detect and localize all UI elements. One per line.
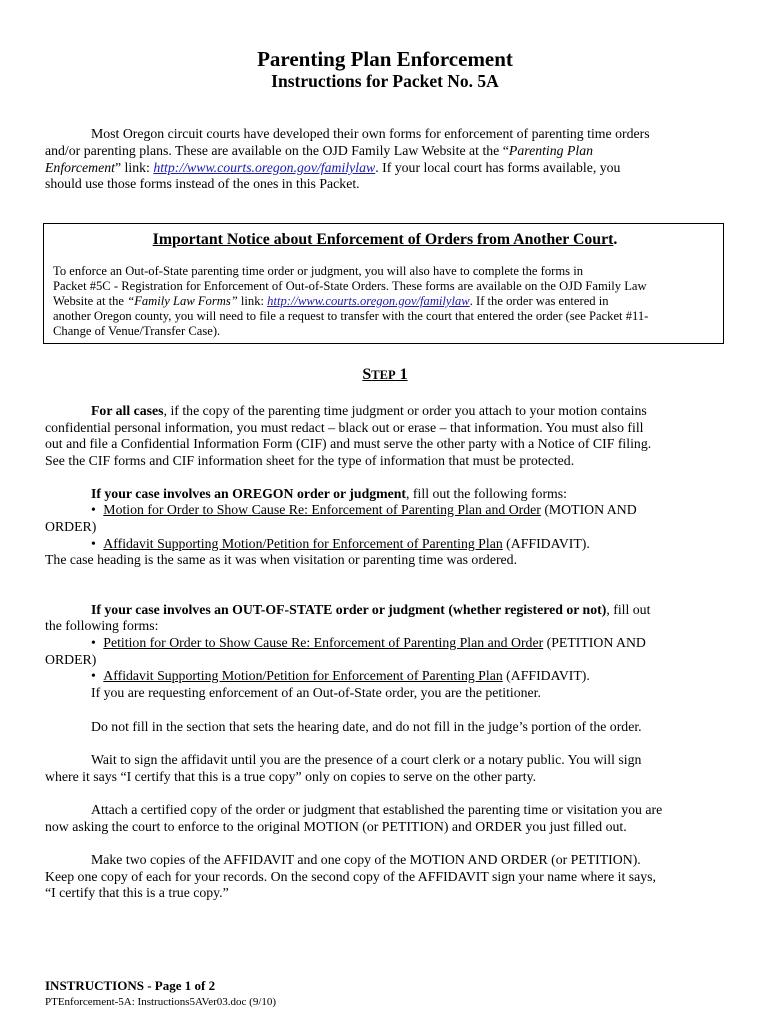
intro-line-4: should use those forms instead of the ones in this Packet. (45, 176, 360, 191)
bullet-icon: • (91, 635, 96, 650)
bullet-icon: • (91, 668, 96, 683)
affidavit-form-link[interactable]: Affidavit Supporting Motion/Petition for Enforcement of Parenting Plan (103, 536, 503, 551)
notice-line-2: Packet #5C - Registration for Enforcement of Out-of-State Orders. These forms are available on the OJD Family Law (53, 279, 647, 293)
notice-line-4: another Oregon county, you will need to file a request to transfer with the court that entered the order (see Packet #11- (53, 309, 649, 323)
oregon-bullet-1-wrap: ORDER) (45, 519, 97, 534)
notice-line-1: To enforce an Out-of-State parenting time order or judgment, you will also have to complete the forms in (53, 264, 584, 278)
hearing-paragraph: Do not fill in the section that sets the hearing date, and do not fill in the judge’s portion of the order. (91, 719, 642, 734)
intro-line-1: Most Oregon circuit courts have developed their own forms for enforcement of parenting time orders (91, 126, 650, 141)
oos-line-2: the following forms: (45, 618, 159, 633)
oos-intro: If your case involves an OUT-OF-STATE order or judgment (whether registered or not), fill out (91, 602, 651, 617)
oregon-bullet-1: • Motion for Order to Show Cause Re: Enforcement of Parenting Plan and Order (MOTION AND (91, 502, 637, 517)
page-subtitle: Instructions for Packet No. 5A (271, 71, 499, 91)
familylaw-link[interactable]: http://www.courts.oregon.gov/familylaw (153, 160, 376, 175)
oregon-bullet-2: • Affidavit Supporting Motion/Petition for Enforcement of Parenting Plan (AFFIDAVIT). (91, 536, 590, 551)
motion-form-link[interactable]: Motion for Order to Show Cause Re: Enforcement of Parenting Plan and Order (103, 502, 541, 517)
wait-line-2: where it says “I certify that this is a true copy” only on copies to serve on the other party. (45, 769, 537, 784)
oos-bullet-1-wrap: ORDER) (45, 652, 97, 667)
attach-line-1: Attach a certified copy of the order or judgment that established the parenting time or visitation you are (91, 802, 663, 817)
bullet-icon: • (91, 502, 96, 517)
copies-line-1: Make two copies of the AFFIDAVIT and one copy of the MOTION AND ORDER (or PETITION). (91, 852, 641, 867)
footer-page-label: INSTRUCTIONS - Page 1 of 2 (45, 978, 216, 993)
bullet-icon: • (91, 536, 96, 551)
page-title: Parenting Plan Enforcement (257, 47, 513, 71)
petition-form-link[interactable]: Petition for Order to Show Cause Re: Enforcement of Parenting Plan and Order (103, 635, 544, 650)
oos-bullet-2: • Affidavit Supporting Motion/Petition for Enforcement of Parenting Plan (AFFIDAVIT). (91, 668, 590, 683)
oregon-intro: If your case involves an OREGON order or judgment, fill out the following forms: (91, 486, 567, 501)
all-cases-line-3: out and file a Confidential Information Form (CIF) and must serve the other party with a Notice of CIF filing. (45, 436, 652, 451)
attach-line-2: now asking the court to enforce to the original MOTION (or PETITION) and ORDER you just filled out. (45, 819, 627, 834)
oos-bullet-1: • Petition for Order to Show Cause Re: Enforcement of Parenting Plan and Order (PETITION AND (91, 635, 646, 650)
all-cases-line-4: See the CIF forms and CIF information sheet for the type of information that must be protected. (45, 453, 575, 468)
copies-line-2: Keep one copy of each for your records. On the second copy of the AFFIDAVIT sign your name where it says, (45, 869, 656, 884)
footer-file-label: PTEnforcement-5A: Instructions5AVer03.doc (9/10) (45, 996, 277, 1008)
all-cases-line-2: confidential personal information, you must redact – black out or erase – that information. You must also fill (45, 420, 644, 435)
intro-line-3: Enforcement” link: http://www.courts.oregon.gov/familylaw. If your local court has forms available, you (45, 160, 621, 175)
copies-line-3: “I certify that this is a true copy.” (45, 885, 229, 900)
notice-heading: Important Notice about Enforcement of Orders from Another Court. (152, 231, 618, 248)
oregon-after: The case heading is the same as it was when visitation or parenting time was ordered. (45, 552, 518, 567)
step-heading: STEP 1 (362, 366, 408, 383)
oos-after: If you are requesting enforcement of an Out-of-State order, you are the petitioner. (91, 685, 541, 700)
notice-line-5: Change of Venue/Transfer Case). (53, 324, 221, 338)
familylaw-link-notice[interactable]: http://www.courts.oregon.gov/familylaw (267, 294, 470, 308)
intro-line-2: and/or parenting plans. These are available on the OJD Family Law Website at the “Parenting Plan (45, 143, 594, 158)
notice-line-3: Website at the “Family Law Forms” link: http://www.courts.oregon.gov/familylaw. If the order was entered in (53, 294, 609, 308)
all-cases-line-1: For all cases, if the copy of the parenting time judgment or order you attach to your motion contains (91, 403, 647, 418)
wait-line-1: Wait to sign the affidavit until you are the presence of a court clerk or a notary public. You will sign (91, 752, 642, 767)
oos-affidavit-form-link[interactable]: Affidavit Supporting Motion/Petition for Enforcement of Parenting Plan (103, 668, 503, 683)
